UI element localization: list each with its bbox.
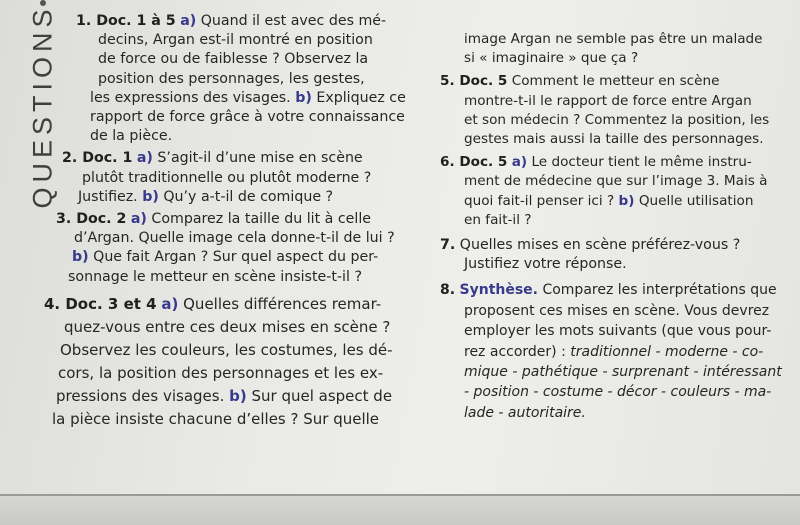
- question-1: [56, 12, 428, 146]
- question-number: 7.: [440, 237, 456, 254]
- question-line: Justifiez votre réponse.: [464, 256, 627, 273]
- question-line: et son médecin ? Commentez la position, les: [464, 111, 770, 128]
- sub-question-a: a): [180, 13, 197, 29]
- question-number: 3. Doc. 2: [56, 211, 127, 228]
- question-line: 3. Doc. 2 a) Comparez la taille du lit à celle: [56, 211, 372, 228]
- question-line: position des personnages, les gestes,: [98, 70, 365, 87]
- question-line: ment de médecine que sur l’image 3. Mais à: [464, 173, 768, 190]
- question-line: 7. Quelles mises en scène préférez-vous ?: [440, 237, 741, 254]
- question-line: rapport de force grâce à votre connaissance: [90, 109, 405, 126]
- question-number: 1. Doc. 1 à 5: [76, 13, 176, 29]
- sub-question-a: a): [161, 294, 179, 313]
- question-line: 2. Doc. 1 a) S’agit-il d’une mise en scène: [62, 150, 363, 167]
- question-line: 6. Doc. 5 a) Le docteur tient le même instru-: [440, 154, 752, 171]
- sub-question-b: b): [142, 188, 159, 205]
- question-line: decins, Argan est-il montré en position: [98, 32, 373, 49]
- question-line: rez accorder) : traditionnel - moderne - co-: [464, 343, 764, 360]
- question-line: d’Argan. Quelle image cela donne-t-il de lui ?: [74, 230, 395, 247]
- sub-question-a: a): [130, 211, 147, 228]
- question-line: 5. Doc. 5 Comment le metteur en scène: [440, 73, 720, 90]
- sub-question-a: a): [136, 150, 153, 167]
- question-line: 1. Doc. 1 à 5 a) Quand il est avec des mé-: [76, 13, 387, 29]
- question-line: sonnage le metteur en scène insiste-t-il ?: [68, 268, 362, 285]
- question-line: la pièce insiste chacune d’elles ? Sur quelle: [52, 409, 380, 428]
- question-line: en fait-il ?: [464, 211, 532, 228]
- question-line: b) Que fait Argan ? Sur quel aspect du per-: [72, 249, 379, 266]
- question-2: [56, 149, 428, 207]
- question-line: pressions des visages. b) Sur quel aspect de: [56, 386, 393, 405]
- keyword-list: lade - autoritaire.: [464, 404, 586, 421]
- questions-side-label-text: QUESTIONS: [27, 3, 58, 209]
- question-7: [440, 236, 792, 274]
- question-line: quez-vous entre ces deux mises en scène ?: [64, 317, 391, 336]
- question-number: 2. Doc. 1: [62, 150, 133, 167]
- question-line: montre-t-il le rapport de force entre Argan: [464, 92, 752, 109]
- question-line: gestes mais aussi la taille des personnages.: [464, 131, 764, 148]
- question-5: [440, 72, 792, 149]
- left-column: [44, 12, 428, 438]
- question-line: si « imaginaire » que ça ?: [464, 50, 639, 67]
- right-column: [440, 30, 792, 430]
- sub-question-a: a): [511, 154, 528, 171]
- question-line: Justifiez. b) Qu’y a-t-il de comique ?: [78, 188, 334, 205]
- question-line: quoi fait-il penser ici ? b) Quelle utilisation: [464, 192, 754, 209]
- sub-question-b: b): [295, 89, 312, 106]
- question-4: [42, 293, 428, 431]
- question-8: [440, 280, 792, 423]
- question-line: plutôt traditionnelle ou plutôt moderne ?: [82, 169, 372, 186]
- question-number: 4. Doc. 3 et 4: [44, 294, 157, 313]
- keyword-list: - position - costume - décor - couleurs - ma-: [464, 384, 772, 401]
- question-line: Observez les couleurs, les costumes, les dé-: [60, 340, 393, 359]
- sub-question-b: b): [618, 192, 635, 209]
- question-3: [56, 210, 428, 287]
- page-bottom-strip: [0, 496, 800, 525]
- question-line: 4. Doc. 3 et 4 a) Quelles différences remar-: [44, 294, 382, 313]
- question-line: image Argan ne semble pas être un malade: [464, 31, 763, 47]
- question-line: de force ou de faiblesse ? Observez la: [98, 51, 369, 68]
- question-line: de la pièce.: [90, 128, 173, 145]
- question-line: proposent ces mises en scène. Vous devrez: [464, 302, 770, 319]
- synthese-label: Synthèse.: [459, 282, 538, 299]
- question-6: [440, 153, 792, 230]
- sub-question-b: b): [72, 249, 89, 266]
- keyword-list: mique - pathétique - surprenant - intéressant: [464, 364, 782, 381]
- question-number: 5. Doc. 5: [440, 73, 508, 90]
- question-number: 8.: [440, 282, 456, 299]
- keyword-list: traditionnel - moderne - co-: [570, 343, 764, 360]
- question-line: 8. Synthèse. Comparez les interprétations que: [440, 282, 777, 299]
- question-line: cors, la position des personnages et les ex-: [58, 363, 384, 382]
- question-line: les expressions des visages. b) Expliquez ce: [90, 89, 406, 106]
- question-number: 6. Doc. 5: [440, 154, 508, 171]
- question-line: employer les mots suivants (que vous pour-: [464, 323, 772, 340]
- sub-question-b: b): [229, 386, 247, 405]
- question-4-continuation: [464, 30, 792, 68]
